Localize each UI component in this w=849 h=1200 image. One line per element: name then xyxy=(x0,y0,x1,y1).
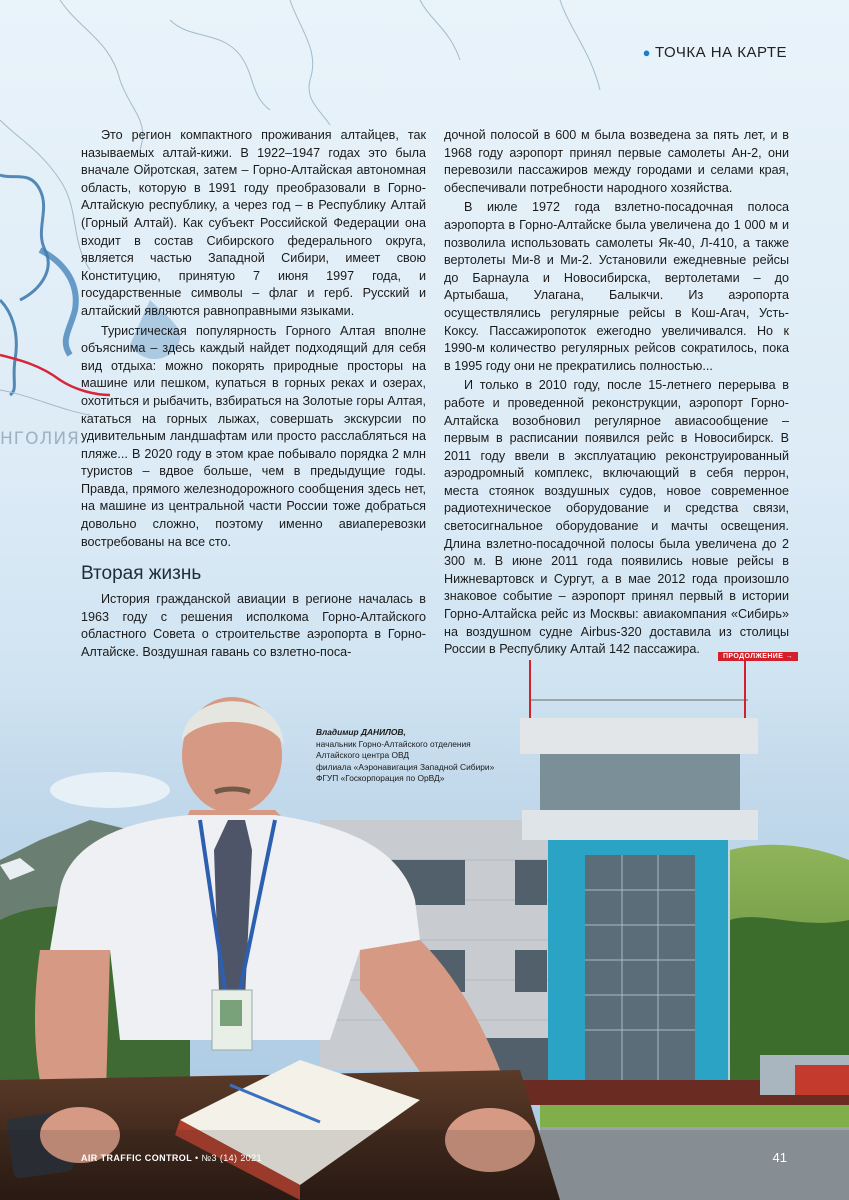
map-country-label: НГОЛИЯ xyxy=(0,429,80,449)
subheading: Вторая жизнь xyxy=(81,563,202,585)
paragraph: И только в 2010 году, после 15-летнего перерыва в работе и проведенной реконструкции, аэропорт Горно-Алтайска возобновил регулярное авиасообщение – первым в расписании появился рейс в Новосибирск. В 2011 году ввели в эксплуатацию реконструированный аэродромный комплекс, включающий в себя перрон, места стоянок воздушных судов, новое современное радиотехническое оборудование и средства связи, светосигнальное оборудование и мачты освещения. Длина взлетно-посадочной полосы была увеличена до 2 300 м. В июне 2011 года появились новые рейсы в Нижневартовск и Сургут, а в мае 2012 года произошло знаковое событие – аэропорт принял первый в истории Горно-Алтайска рейс из Москвы: авиакомпания «Сибирь» на воздушном судне Airbus-320 доставила из столицы России в Республику Алтай 142 пассажира. xyxy=(444,378,789,657)
article-column-right xyxy=(444,127,789,661)
page-number: 41 xyxy=(772,1150,787,1165)
caption-line: начальник Горно-Алтайского отделения xyxy=(316,738,471,749)
magazine-title: AIR TRAFFIC CONTROL xyxy=(81,1153,193,1163)
article-column-left xyxy=(81,127,426,664)
caption-line: ФГУП «Госкорпорация по ОрВД» xyxy=(316,773,445,783)
section-title: ТОЧКА НА КАРТЕ xyxy=(655,44,787,61)
footer-running-title xyxy=(81,1153,262,1163)
paragraph: Туристическая популярность Горного Алтая вполне объяснима – здесь каждый найдет подходящий для себя вид отдыха: можно покорять природные просторы на машине или пешком, купаться в горных реках и озерах, охотиться и рыбачить, взбираться на Золотые горы Алтая, кататься на горных лыжах, совершать экскурсии по удивительным ландшафтам или просто расслабляться на пляже... В 2020 году в этом крае побывало порядка 2 млн туристов – вдвое больше, чем в предыдущие годы. Правда, прямого железнодорожного сообщения здесь нет, на машине из центральной части России тоже добраться довольно сложно, поэтому именно авиаперевозки востребованы на все сто. xyxy=(81,323,426,549)
caption-line: филиала «Аэронавигация Западной Сибири» xyxy=(316,761,495,772)
paragraph: История гражданской авиации в регионе началась в 1963 году с решения исполкома Горно-Алтайского областного Совета о строительстве аэропорта в Горно-Алтайске. Воздушная гавань со взлетно-поса- xyxy=(81,592,426,660)
caption-name: Владимир ДАНИЛОВ, xyxy=(316,727,406,737)
caption-line: Алтайского центра ОВД xyxy=(316,750,410,760)
photo-caption xyxy=(316,727,494,785)
continue-link[interactable]: ПРОДОЛЖЕНИЕ → xyxy=(718,652,798,661)
section-tag xyxy=(643,44,787,61)
bullet-icon: ● xyxy=(642,45,652,60)
paragraph: Это регион компактного проживания алтайцев, так называемых алтай-кижи. В 1922–1947 годах это была вначале Ойротская, затем – Горно-Алтайская автономная область, которую в 1991 году преобразовали в Горно-Алтайскую республику, а через год – в Республику Алтай (Горный Алтай). Как субъект Российской Федерации она входит в состав Сибирского федерального округа, является частью Западной Сибири, имеет свою Конституцию, принятую 7 июня 1997 года, и государственные символы – флаг и герб. Русский и алтайский являются равноправными языками. xyxy=(81,128,426,318)
footer-separator: • xyxy=(192,1153,202,1163)
paragraph: В июле 1972 года взлетно-посадочная полоса аэропорта в Горно-Алтайске была увеличена до 1 000 м и позволила использовать самолеты Як-40, Л-410, а также вертолеты Ми-8 и Ми-2. Установили ежедневные рейсы до Барнаула и Новосибирска, вертолетами – до Артыбаша, Улагана, Балыкчи. Из аэропорта осуществлялись регулярные рейсы в Кош-Агач, Усть-Коксу. Пассажиропоток ежегодно увеличивался. Но к 1990-м количество регулярных рейсов сократилось, пока в 1995 году они не прекратились полностью... xyxy=(444,200,789,373)
paragraph-continued: дочной полосой в 600 м была возведена за пять лет, и в 1968 году аэропорт принял первые самолеты Ан-2, они перевозили пассажиров между городами и селами края, обеспечивали потребности народного хозяйства. xyxy=(444,128,789,195)
issue-number: №3 (14) 2021 xyxy=(201,1153,262,1163)
